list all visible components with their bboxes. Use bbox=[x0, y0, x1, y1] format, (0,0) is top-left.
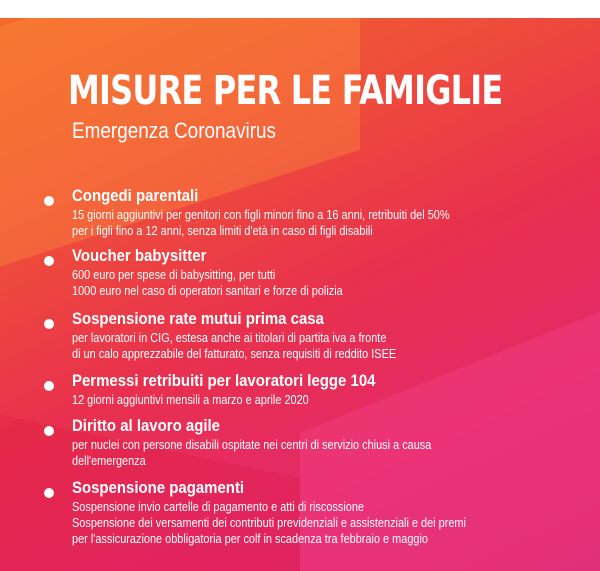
item-text: Sospensione invio cartelle di pagamento e atti di riscossione bbox=[72, 499, 364, 514]
item-text: per nuclei con persone disabili ospitate nei centri di servizio chiusi a causa bbox=[72, 437, 432, 452]
bullet-icon bbox=[44, 196, 54, 206]
infographic-card bbox=[0, 18, 600, 571]
item-text: dell'emergenza bbox=[72, 453, 146, 468]
item-title: Congedi parentali bbox=[72, 186, 199, 205]
bullet-icon bbox=[44, 381, 54, 391]
item-text: per lavoratori in CIG, estesa anche ai titolari di partita iva a fronte bbox=[72, 330, 387, 345]
item-text: 600 euro per spese di babysitting, per tutti bbox=[72, 267, 276, 282]
item-text: 15 giorni aggiuntivi per genitori con figli minori fino a 16 anni, retribuiti del 50% bbox=[72, 207, 450, 222]
infographic-content bbox=[0, 18, 600, 571]
item-title: Diritto al lavoro agile bbox=[72, 416, 220, 435]
item-title: Permessi retribuiti per lavoratori legge 104 bbox=[72, 371, 376, 390]
item-title: Sospensione rate mutui prima casa bbox=[72, 309, 324, 328]
item-text: 1000 euro nel caso di operatori sanitari e forze di polizia bbox=[72, 283, 343, 298]
item-text: Sospensione dei versamenti dei contributi previdenziali e assistenziali e dei premi bbox=[72, 515, 466, 530]
item-title: Sospensione pagamenti bbox=[72, 478, 245, 497]
item-title: Voucher babysitter bbox=[72, 246, 207, 265]
item-text: per l'assicurazione obbligatoria per colf in scadenza tra febbraio e maggio bbox=[72, 531, 428, 546]
item-text: di un calo apprezzabile del fatturato, senza requisiti di reddito ISEE bbox=[72, 346, 397, 361]
page-subtitle: Emergenza Coronavirus bbox=[72, 118, 277, 143]
item-text: 12 giorni aggiuntivi mensili a marzo e aprile 2020 bbox=[72, 392, 309, 407]
page-title: MISURE PER LE FAMIGLIE bbox=[68, 68, 503, 114]
item-text: per i figli fino a 12 anni, senza limiti d'età in caso di figli disabili bbox=[72, 223, 373, 238]
bullet-icon bbox=[44, 426, 54, 436]
bullet-icon bbox=[44, 319, 54, 329]
bullet-icon bbox=[44, 256, 54, 266]
bullet-icon bbox=[44, 488, 54, 498]
